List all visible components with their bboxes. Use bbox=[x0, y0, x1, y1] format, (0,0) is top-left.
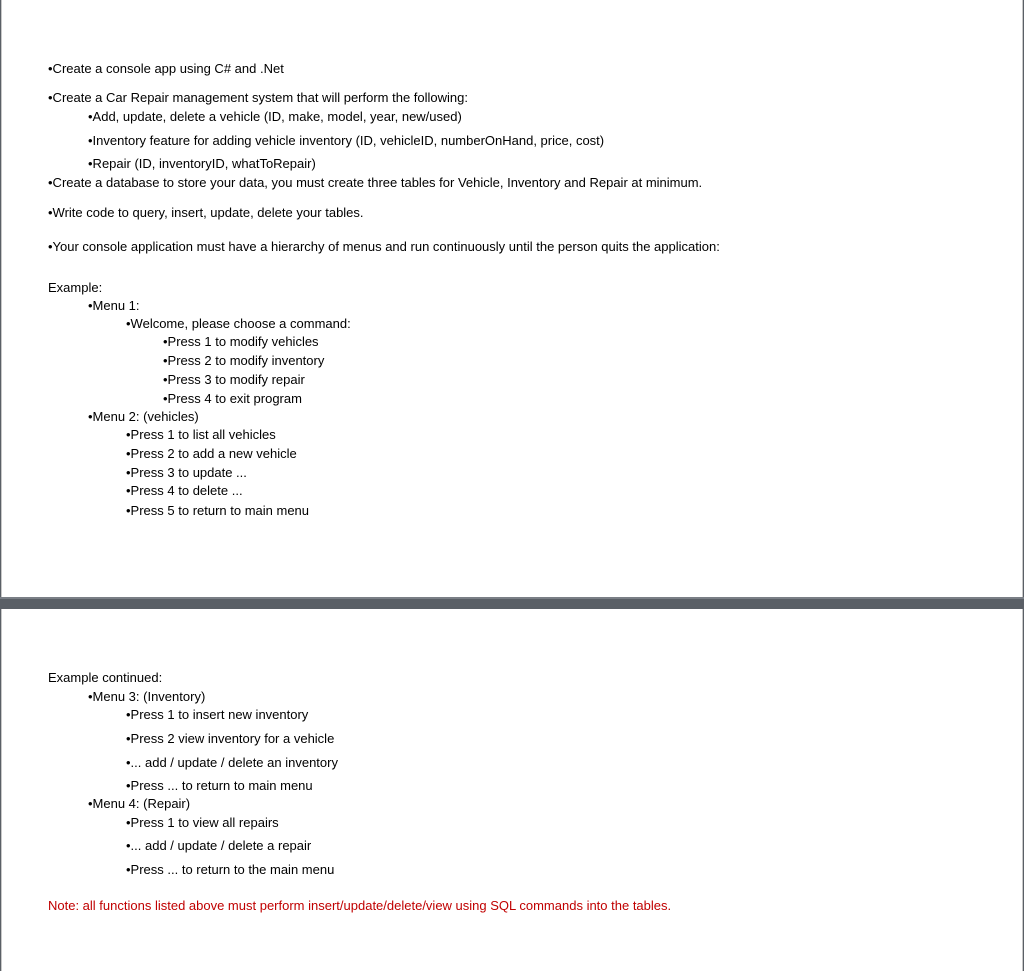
page1-line: •Create a Car Repair management system that will perform the following: bbox=[48, 90, 469, 105]
page1-line: •Welcome, please choose a command: bbox=[126, 316, 351, 331]
page2-line: •Press ... to return to main menu bbox=[126, 778, 313, 793]
page1-line: •Press 4 to exit program bbox=[163, 391, 302, 406]
page2-line: •... add / update / delete a repair bbox=[126, 838, 312, 853]
page1-line: •Press 2 to add a new vehicle bbox=[126, 446, 297, 461]
page1-line: •Repair (ID, inventoryID, whatToRepair) bbox=[88, 156, 316, 171]
page2-line: •Menu 4: (Repair) bbox=[88, 796, 191, 811]
page1-line: •Write code to query, insert, update, delete your tables. bbox=[48, 205, 364, 220]
page1-line: •Menu 2: (vehicles) bbox=[88, 409, 199, 424]
page2-line: •Press 1 to insert new inventory bbox=[126, 707, 309, 722]
page2-line: Example continued: bbox=[48, 670, 163, 685]
page-divider bbox=[0, 597, 1024, 609]
page2-line: •Menu 3: (Inventory) bbox=[88, 689, 206, 704]
page2-line: •Press ... to return to the main menu bbox=[126, 862, 335, 877]
page2-line: •... add / update / delete an inventory bbox=[126, 755, 338, 770]
page1-line: •Inventory feature for adding vehicle inventory (ID, vehicleID, numberOnHand, price, cost) bbox=[88, 133, 605, 148]
page1-line: Example: bbox=[48, 280, 103, 295]
page1-line: •Create a console app using C# and .Net bbox=[48, 61, 284, 76]
page1-line: •Press 3 to update ... bbox=[126, 465, 247, 480]
page1-line: •Create a database to store your data, you must create three tables for Vehicle, Inventory and Repair at minimum. bbox=[48, 175, 703, 190]
note-text: Note: all functions listed above must perform insert/update/delete/view using SQL commands into the tables. bbox=[48, 898, 672, 913]
page1-line: •Press 1 to modify vehicles bbox=[163, 334, 319, 349]
page1-line: •Menu 1: bbox=[88, 298, 140, 313]
page1-line: •Press 4 to delete ... bbox=[126, 483, 243, 498]
page2-line: •Press 1 to view all repairs bbox=[126, 815, 279, 830]
page2-line: •Press 2 view inventory for a vehicle bbox=[126, 731, 335, 746]
page1-line: •Press 1 to list all vehicles bbox=[126, 427, 276, 442]
page1-line: •Press 3 to modify repair bbox=[163, 372, 305, 387]
page1-line: •Add, update, delete a vehicle (ID, make, model, year, new/used) bbox=[88, 109, 462, 124]
page1-line: •Press 2 to modify inventory bbox=[163, 353, 325, 368]
page1-line: •Press 5 to return to main menu bbox=[126, 503, 310, 518]
page1-line: •Your console application must have a hierarchy of menus and run continuously until the person quits the application: bbox=[48, 239, 720, 254]
